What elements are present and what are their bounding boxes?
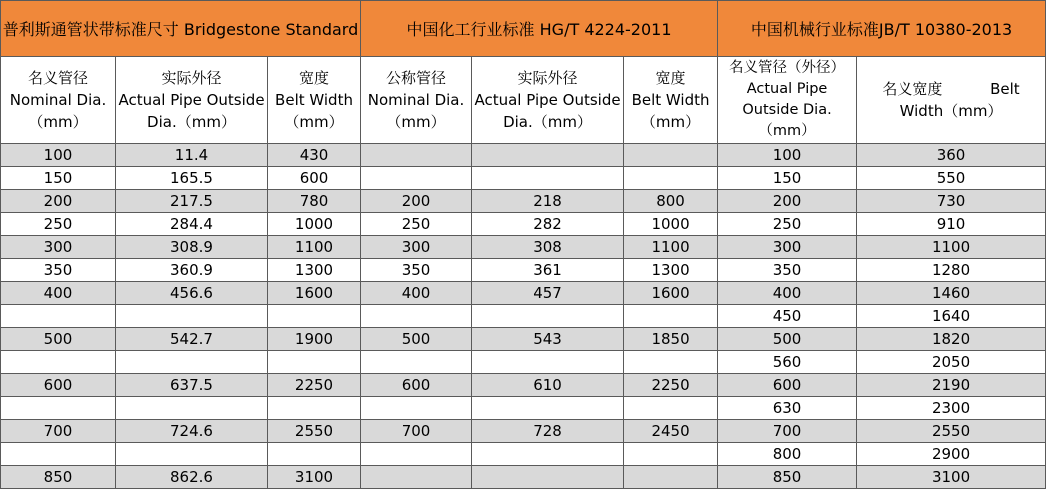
cell-hg-belt-width: 1600: [624, 282, 718, 305]
header-line: Dia.（mm）: [503, 113, 592, 131]
cell-hg-belt-width: [624, 144, 718, 167]
header-line: Width（mm）: [899, 102, 1003, 120]
cell-hg-nominal-dia: 300: [361, 236, 472, 259]
cell-jb-nominal-dia: 250: [718, 213, 857, 236]
cell-hg-nominal-dia: 700: [361, 420, 472, 443]
header-line: Actual Pipe Outside: [474, 91, 621, 109]
cell-hg-belt-width: 1850: [624, 328, 718, 351]
cell-hg-belt-width: [624, 305, 718, 328]
cell-bs-belt-width: [268, 305, 361, 328]
cell-bs-nominal-dia: 400: [1, 282, 116, 305]
cell-hg-actual-dia: [472, 443, 624, 466]
cell-bs-nominal-dia: 350: [1, 259, 116, 282]
cell-bs-belt-width: 1100: [268, 236, 361, 259]
cell-bs-actual-dia: 724.6: [116, 420, 268, 443]
header-line: 宽度: [655, 69, 686, 87]
cell-jb-belt-width: 910: [857, 213, 1046, 236]
group-header-bridgestone: 普利斯通管状带标准尺寸 Bridgestone Standard: [1, 1, 361, 57]
cell-hg-actual-dia: 610: [472, 374, 624, 397]
cell-bs-actual-dia: [116, 397, 268, 420]
cell-hg-belt-width: [624, 397, 718, 420]
table-row: [1, 167, 1046, 190]
cell-bs-actual-dia: 456.6: [116, 282, 268, 305]
col-header-bs-nominal-dia: [1, 57, 116, 144]
col-header-jb-belt-width: [857, 57, 1046, 144]
cell-jb-nominal-dia: 150: [718, 167, 857, 190]
header-line: Nominal Dia.: [9, 91, 107, 109]
header-line: （mm）: [758, 123, 816, 139]
cell-bs-nominal-dia: 500: [1, 328, 116, 351]
cell-bs-belt-width: 1900: [268, 328, 361, 351]
table-row: [1, 236, 1046, 259]
cell-bs-belt-width: 1000: [268, 213, 361, 236]
cell-bs-nominal-dia: 150: [1, 167, 116, 190]
cell-jb-belt-width: 2550: [857, 420, 1046, 443]
col-header-hg-nominal-dia: [361, 57, 472, 144]
cell-jb-belt-width: 2190: [857, 374, 1046, 397]
cell-bs-nominal-dia: 200: [1, 190, 116, 213]
header-line: 公称管径: [386, 69, 447, 87]
header-line: 名义管径: [27, 69, 88, 87]
cell-hg-nominal-dia: 200: [361, 190, 472, 213]
cell-jb-belt-width: 2300: [857, 397, 1046, 420]
group-header-hg: 中国化工行业标准 HG/T 4224-2011: [361, 1, 718, 57]
cell-hg-actual-dia: [472, 397, 624, 420]
cell-hg-belt-width: [624, 466, 718, 489]
group-header-jb: 中国机械行业标准JB/T 10380-2013: [718, 1, 1046, 57]
cell-bs-belt-width: 2550: [268, 420, 361, 443]
header-line: 宽度: [299, 69, 330, 87]
header-line: 实际外径: [517, 69, 578, 87]
cell-hg-belt-width: 2250: [624, 374, 718, 397]
cell-jb-belt-width: 1460: [857, 282, 1046, 305]
header-line: Dia.（mm）: [147, 113, 236, 131]
cell-bs-belt-width: 780: [268, 190, 361, 213]
cell-bs-actual-dia: 542.7: [116, 328, 268, 351]
table-row: [1, 190, 1046, 213]
header-line: 名义管径（外径）: [729, 60, 846, 76]
table-row: [1, 443, 1046, 466]
cell-hg-nominal-dia: [361, 144, 472, 167]
table-row: [1, 397, 1046, 420]
cell-bs-actual-dia: [116, 351, 268, 374]
cell-jb-belt-width: 730: [857, 190, 1046, 213]
cell-jb-belt-width: 1640: [857, 305, 1046, 328]
cell-hg-belt-width: [624, 167, 718, 190]
cell-jb-nominal-dia: 400: [718, 282, 857, 305]
header-line: （mm）: [640, 113, 701, 131]
cell-hg-nominal-dia: 250: [361, 213, 472, 236]
cell-bs-nominal-dia: [1, 443, 116, 466]
table-row: [1, 351, 1046, 374]
cell-hg-actual-dia: [472, 466, 624, 489]
cell-jb-nominal-dia: 630: [718, 397, 857, 420]
cell-bs-belt-width: 1300: [268, 259, 361, 282]
table-row: [1, 282, 1046, 305]
cell-jb-belt-width: 2900: [857, 443, 1046, 466]
cell-bs-nominal-dia: 100: [1, 144, 116, 167]
cell-jb-nominal-dia: 450: [718, 305, 857, 328]
col-header-hg-actual-dia: [472, 57, 624, 144]
header-line: Belt Width: [631, 91, 710, 109]
cell-hg-actual-dia: 457: [472, 282, 624, 305]
header-line: （mm）: [284, 113, 344, 131]
table-row: [1, 420, 1046, 443]
col-header-jb-nominal-dia: [718, 57, 857, 144]
cell-jb-belt-width: 1280: [857, 259, 1046, 282]
cell-hg-actual-dia: [472, 305, 624, 328]
cell-bs-actual-dia: [116, 305, 268, 328]
cell-jb-nominal-dia: 350: [718, 259, 857, 282]
column-header-row: [1, 57, 1046, 144]
cell-hg-actual-dia: 218: [472, 190, 624, 213]
cell-bs-nominal-dia: 250: [1, 213, 116, 236]
cell-hg-nominal-dia: 350: [361, 259, 472, 282]
table-row: [1, 466, 1046, 489]
cell-jb-nominal-dia: 560: [718, 351, 857, 374]
cell-hg-actual-dia: 361: [472, 259, 624, 282]
table-body: [1, 144, 1046, 489]
cell-bs-belt-width: 1600: [268, 282, 361, 305]
cell-bs-belt-width: [268, 397, 361, 420]
cell-hg-actual-dia: [472, 167, 624, 190]
cell-hg-nominal-dia: 400: [361, 282, 472, 305]
col-header-bs-actual-dia: [116, 57, 268, 144]
header-line: （mm）: [28, 113, 88, 131]
cell-bs-nominal-dia: 300: [1, 236, 116, 259]
cell-jb-nominal-dia: 500: [718, 328, 857, 351]
cell-hg-nominal-dia: 600: [361, 374, 472, 397]
cell-bs-nominal-dia: 850: [1, 466, 116, 489]
header-line: Nominal Dia.: [367, 91, 465, 109]
cell-hg-nominal-dia: [361, 167, 472, 190]
cell-hg-actual-dia: 282: [472, 213, 624, 236]
col-header-hg-belt-width: [624, 57, 718, 144]
header-line: Outside Dia.: [742, 102, 832, 118]
cell-hg-nominal-dia: [361, 443, 472, 466]
cell-bs-actual-dia: 360.9: [116, 259, 268, 282]
cell-bs-actual-dia: 637.5: [116, 374, 268, 397]
cell-hg-nominal-dia: [361, 305, 472, 328]
cell-bs-belt-width: 430: [268, 144, 361, 167]
cell-hg-nominal-dia: [361, 466, 472, 489]
cell-hg-belt-width: [624, 351, 718, 374]
cell-jb-nominal-dia: 200: [718, 190, 857, 213]
cell-bs-belt-width: 2250: [268, 374, 361, 397]
cell-jb-belt-width: 1100: [857, 236, 1046, 259]
cell-bs-nominal-dia: [1, 397, 116, 420]
cell-jb-nominal-dia: 600: [718, 374, 857, 397]
cell-jb-nominal-dia: 850: [718, 466, 857, 489]
cell-jb-nominal-dia: 100: [718, 144, 857, 167]
cell-bs-belt-width: 3100: [268, 466, 361, 489]
header-line: （mm）: [386, 113, 446, 131]
cell-bs-belt-width: [268, 443, 361, 466]
cell-jb-belt-width: 3100: [857, 466, 1046, 489]
table-row: [1, 328, 1046, 351]
group-header-row: [1, 1, 1046, 57]
table-row: [1, 259, 1046, 282]
cell-hg-actual-dia: 308: [472, 236, 624, 259]
cell-bs-actual-dia: 284.4: [116, 213, 268, 236]
cell-bs-actual-dia: 862.6: [116, 466, 268, 489]
cell-hg-belt-width: 1300: [624, 259, 718, 282]
cell-bs-actual-dia: 165.5: [116, 167, 268, 190]
cell-bs-belt-width: [268, 351, 361, 374]
table-row: [1, 144, 1046, 167]
cell-hg-actual-dia: [472, 351, 624, 374]
cell-jb-belt-width: 360: [857, 144, 1046, 167]
cell-hg-actual-dia: 543: [472, 328, 624, 351]
table-row: [1, 213, 1046, 236]
header-line: 实际外径: [161, 69, 222, 87]
cell-hg-belt-width: 1100: [624, 236, 718, 259]
cell-hg-belt-width: 800: [624, 190, 718, 213]
cell-bs-nominal-dia: [1, 351, 116, 374]
cell-jb-nominal-dia: 700: [718, 420, 857, 443]
cell-hg-nominal-dia: [361, 397, 472, 420]
cell-bs-nominal-dia: 700: [1, 420, 116, 443]
cell-jb-belt-width: 550: [857, 167, 1046, 190]
cell-hg-nominal-dia: 500: [361, 328, 472, 351]
cell-hg-nominal-dia: [361, 351, 472, 374]
cell-jb-belt-width: 1820: [857, 328, 1046, 351]
header-line: 名义宽度 Belt: [882, 80, 1020, 98]
cell-hg-actual-dia: 728: [472, 420, 624, 443]
table-row: [1, 374, 1046, 397]
header-line: Actual Pipe: [746, 81, 828, 97]
cell-bs-belt-width: 600: [268, 167, 361, 190]
cell-bs-nominal-dia: 600: [1, 374, 116, 397]
cell-jb-nominal-dia: 800: [718, 443, 857, 466]
table-row: [1, 305, 1046, 328]
cell-bs-actual-dia: 217.5: [116, 190, 268, 213]
cell-bs-actual-dia: [116, 443, 268, 466]
col-header-bs-belt-width: [268, 57, 361, 144]
cell-hg-belt-width: [624, 443, 718, 466]
header-line: Actual Pipe Outside: [118, 91, 265, 109]
cell-hg-belt-width: 1000: [624, 213, 718, 236]
cell-hg-actual-dia: [472, 144, 624, 167]
cell-jb-nominal-dia: 300: [718, 236, 857, 259]
cell-bs-actual-dia: 11.4: [116, 144, 268, 167]
cell-bs-actual-dia: 308.9: [116, 236, 268, 259]
cell-bs-nominal-dia: [1, 305, 116, 328]
header-line: Belt Width: [275, 91, 353, 109]
cell-hg-belt-width: 2450: [624, 420, 718, 443]
cell-jb-belt-width: 2050: [857, 351, 1046, 374]
